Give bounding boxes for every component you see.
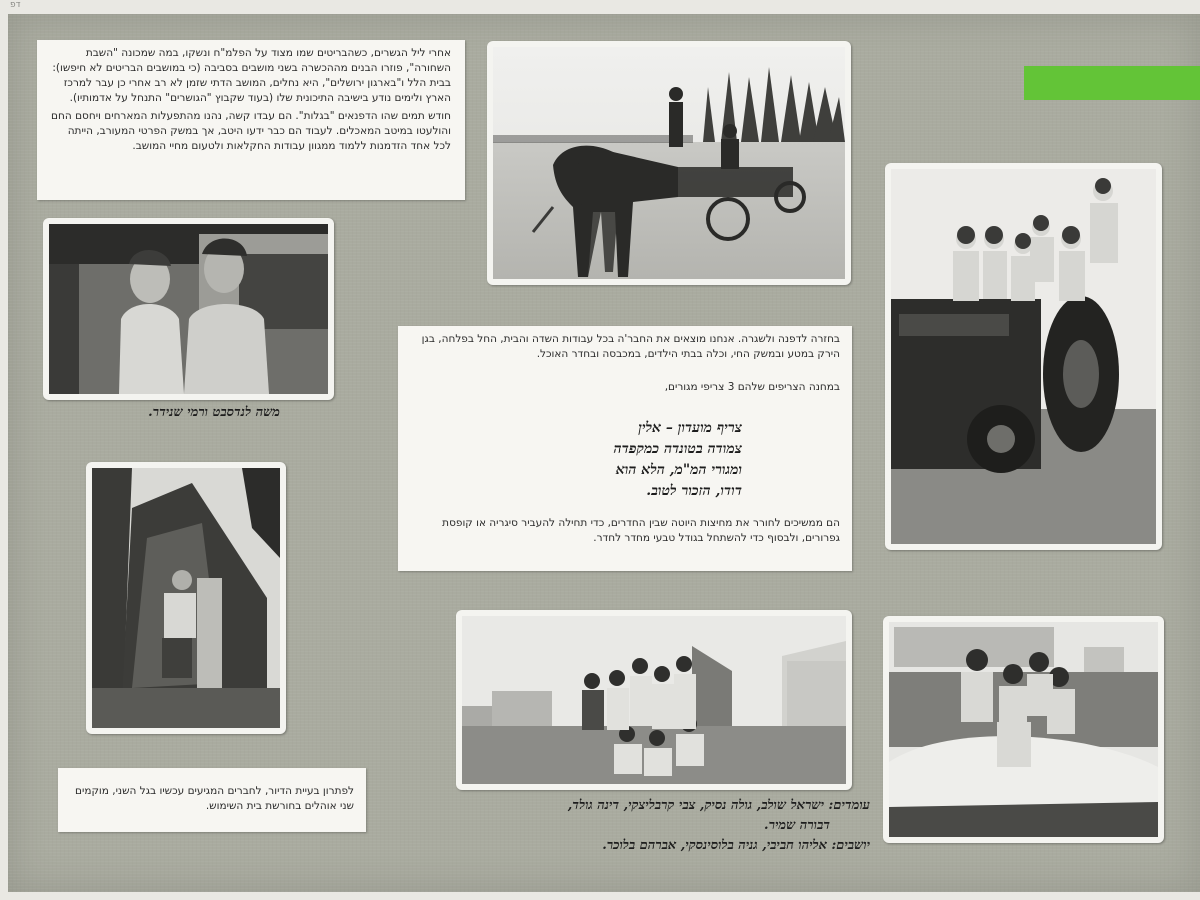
hand-line-4: דודו, הזכור לטוב. <box>646 483 742 499</box>
photo-horse-cart <box>487 41 851 285</box>
women-image <box>889 622 1158 837</box>
intro-text-card <box>37 40 465 200</box>
center-paragraph-1: בחזרה לדפנה ולשגרה. אנחנו מוצאים את החבר'ה בכל עבודות השדה והבית, החל בפלחה, בגן הירק במטע ובמשק החי, וכלה בבתי הילדים, במכבסה ובחדר האוכל. <box>421 333 840 360</box>
group-caption-seated: יושבים: אליהו חביבי, גניה בלוסינסקי, אברהם בלוכר. <box>602 838 870 853</box>
horse-cart-image <box>493 47 845 279</box>
center-text-card <box>398 326 852 571</box>
housing-paragraph: לפתרון בעיית הדיור, לחברים המגיעים עכשיו בגל השני, מוקמים שני אוהלים בחורשת בית השימוש. <box>75 785 354 812</box>
tractor-image <box>891 169 1156 544</box>
couple-image <box>49 224 328 394</box>
hand-line-3: ומגורי המ"מ, הלא הוא <box>615 462 742 478</box>
hand-line-1: צריף מועדון – אלין <box>638 420 742 436</box>
center-paragraph-3: הם ממשיכים לחורר את מחיצות היוטה שבין החדרים, כדי תחילה להעביר סיגריה או קופסת גפרורים, ולבסוף כדי להשתחל בגודל טבעי מחדר לחדר. <box>442 517 840 544</box>
accent-green-bar <box>1024 66 1200 100</box>
intro-paragraph-1: אחרי ליל הגשרים, כשהבריטים שמו מצוד על הפלמ"ח ונשקו, במה שמכונה "השבת השחורה", פוזרו הבנים מההכשרה בשני מושבים בסביבה (כי במושבים הבריטים לא חיפשו): בבית הלל ו"בארגון ירושלים", היא נחלים, המושב הדתי שזמן לא רב אחרי כן עבר למרכז הארץ ולימים נודע בישיבה התיכונית שלו (בעוד שקבוץ "הגושרים" התנחל על אדמותיו). <box>52 47 451 104</box>
couple-caption: משה לנדסבט ורמי שנידר. <box>148 405 280 420</box>
hand-line-2: צמודה בטונדה כמקפדה <box>613 441 742 457</box>
housing-text-card <box>58 768 366 832</box>
intro-paragraph-2: חודש תמים שהו הדפנאים "בגלות". הם עבדו קשה, נהנו מהתפעלות המארחים ויחסם החם והולעטו במיטב המאכלים. לעבוד הם כבר ידעו היטב, אך במשק הפרטי המעורב, הייתה לכל אחד הזדמנות ללמוד ממגוון עבודות החקלאות ולטעום מחיי המושב. <box>51 110 451 152</box>
group-caption-standing: עומדים: ישראל שולב, גולה נסיק, צבי קרבליצקי, דינה גולד, <box>567 798 870 813</box>
photo-group <box>456 610 852 790</box>
group-image <box>462 616 846 784</box>
tent-image <box>92 468 280 728</box>
photo-tent <box>86 462 286 734</box>
group-caption-standing-cont: דבורה שמיר. <box>764 818 830 833</box>
center-paragraph-2-intro: במחנה הצריפים שלהם 3 צריפי מגורים, <box>664 381 840 393</box>
photo-women-on-rocks <box>883 616 1164 843</box>
photo-couple <box>43 218 334 400</box>
group-caption <box>480 796 870 856</box>
photo-tractor <box>885 163 1162 550</box>
corner-page-mark: דפ <box>10 0 21 10</box>
